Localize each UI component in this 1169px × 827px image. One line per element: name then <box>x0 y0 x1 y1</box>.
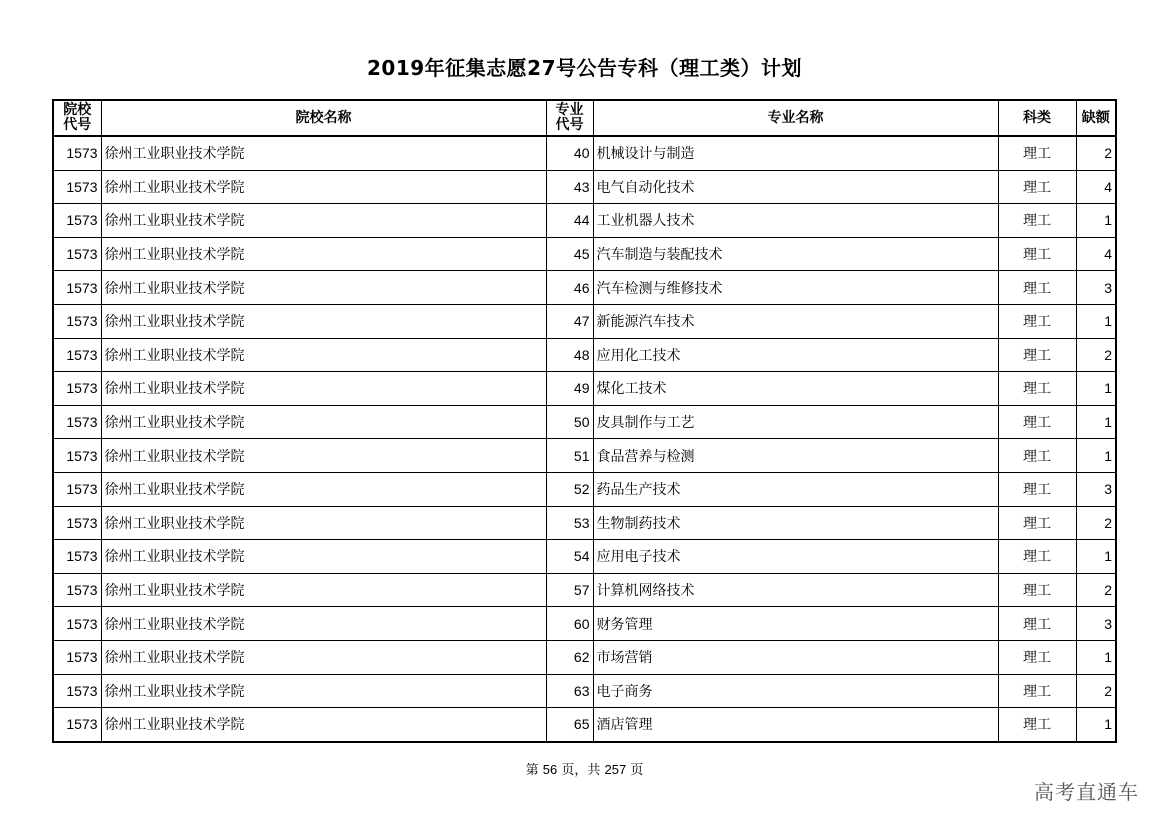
header-vacancy: 缺额 <box>1076 100 1116 136</box>
cell-major-name: 汽车检测与维修技术 <box>593 271 998 305</box>
cell-vacancy: 4 <box>1076 170 1116 204</box>
cell-major-code: 60 <box>546 607 593 641</box>
cell-school-code: 1573 <box>53 271 101 305</box>
footer-suffix: 页 <box>630 763 644 778</box>
table-row <box>53 708 1116 742</box>
table-row <box>53 372 1116 406</box>
cell-major-name: 机械设计与制造 <box>593 136 998 170</box>
cell-school-name: 徐州工业职业技术学院 <box>101 674 546 708</box>
cell-major-code: 63 <box>546 674 593 708</box>
cell-school-code: 1573 <box>53 472 101 506</box>
cell-school-code: 1573 <box>53 573 101 607</box>
cell-school-code: 1573 <box>53 372 101 406</box>
cell-major-code: 65 <box>546 708 593 742</box>
cell-school-code: 1573 <box>53 540 101 574</box>
cell-vacancy: 3 <box>1076 472 1116 506</box>
page-footer <box>0 759 1169 778</box>
cell-major-name: 工业机器人技术 <box>593 204 998 238</box>
cell-major-code: 54 <box>546 540 593 574</box>
cell-school-name: 徐州工业职业技术学院 <box>101 136 546 170</box>
cell-category: 理工 <box>998 708 1076 742</box>
table-header-row <box>53 100 1116 136</box>
cell-major-code: 51 <box>546 439 593 473</box>
cell-school-code: 1573 <box>53 674 101 708</box>
table-row <box>53 439 1116 473</box>
table-row <box>53 338 1116 372</box>
cell-school-name: 徐州工业职业技术学院 <box>101 204 546 238</box>
cell-major-code: 46 <box>546 271 593 305</box>
cell-school-code: 1573 <box>53 640 101 674</box>
cell-vacancy: 1 <box>1076 640 1116 674</box>
table-row <box>53 136 1116 170</box>
table-row <box>53 540 1116 574</box>
cell-major-name: 药品生产技术 <box>593 472 998 506</box>
cell-school-code: 1573 <box>53 607 101 641</box>
table-row <box>53 170 1116 204</box>
cell-school-name: 徐州工业职业技术学院 <box>101 304 546 338</box>
cell-category: 理工 <box>998 640 1076 674</box>
header-school-name: 院校名称 <box>101 100 546 136</box>
cell-school-name: 徐州工业职业技术学院 <box>101 271 546 305</box>
cell-major-code: 48 <box>546 338 593 372</box>
cell-category: 理工 <box>998 204 1076 238</box>
cell-category: 理工 <box>998 439 1076 473</box>
table-row <box>53 506 1116 540</box>
cell-major-code: 40 <box>546 136 593 170</box>
cell-vacancy: 2 <box>1076 573 1116 607</box>
cell-school-name: 徐州工业职业技术学院 <box>101 237 546 271</box>
cell-school-name: 徐州工业职业技术学院 <box>101 439 546 473</box>
cell-vacancy: 2 <box>1076 506 1116 540</box>
table-row <box>53 405 1116 439</box>
cell-school-code: 1573 <box>53 204 101 238</box>
cell-major-name: 应用电子技术 <box>593 540 998 574</box>
cell-school-code: 1573 <box>53 405 101 439</box>
table-body <box>53 136 1116 742</box>
cell-category: 理工 <box>998 540 1076 574</box>
cell-school-name: 徐州工业职业技术学院 <box>101 573 546 607</box>
cell-category: 理工 <box>998 405 1076 439</box>
cell-school-code: 1573 <box>53 439 101 473</box>
cell-category: 理工 <box>998 338 1076 372</box>
cell-category: 理工 <box>998 271 1076 305</box>
header-category: 科类 <box>998 100 1076 136</box>
header-major-name: 专业名称 <box>593 100 998 136</box>
table-row <box>53 237 1116 271</box>
page-title: 2019年征集志愿27号公告专科（理工类）计划 <box>367 56 802 80</box>
cell-vacancy: 1 <box>1076 372 1116 406</box>
cell-school-code: 1573 <box>53 708 101 742</box>
table-row <box>53 271 1116 305</box>
cell-school-code: 1573 <box>53 338 101 372</box>
cell-category: 理工 <box>998 237 1076 271</box>
cell-vacancy: 1 <box>1076 405 1116 439</box>
cell-school-name: 徐州工业职业技术学院 <box>101 540 546 574</box>
footer-prefix: 第 <box>525 763 539 778</box>
footer-middle: 页，共 <box>561 763 601 778</box>
cell-school-code: 1573 <box>53 136 101 170</box>
cell-school-name: 徐州工业职业技术学院 <box>101 405 546 439</box>
cell-major-name: 应用化工技术 <box>593 338 998 372</box>
table-row <box>53 573 1116 607</box>
watermark: 高考直通车 <box>1034 780 1139 804</box>
table-row <box>53 204 1116 238</box>
cell-category: 理工 <box>998 506 1076 540</box>
cell-school-name: 徐州工业职业技术学院 <box>101 708 546 742</box>
table-row <box>53 472 1116 506</box>
cell-vacancy: 3 <box>1076 271 1116 305</box>
cell-school-code: 1573 <box>53 506 101 540</box>
footer-total-pages: 257 <box>604 762 627 777</box>
cell-vacancy: 3 <box>1076 607 1116 641</box>
cell-school-name: 徐州工业职业技术学院 <box>101 640 546 674</box>
cell-major-name: 计算机网络技术 <box>593 573 998 607</box>
cell-school-code: 1573 <box>53 304 101 338</box>
cell-major-name: 电子商务 <box>593 674 998 708</box>
cell-major-name: 电气自动化技术 <box>593 170 998 204</box>
cell-vacancy: 2 <box>1076 338 1116 372</box>
cell-category: 理工 <box>998 472 1076 506</box>
cell-school-code: 1573 <box>53 170 101 204</box>
cell-major-name: 市场营销 <box>593 640 998 674</box>
plan-table <box>52 99 1117 743</box>
cell-category: 理工 <box>998 304 1076 338</box>
cell-category: 理工 <box>998 136 1076 170</box>
cell-major-code: 62 <box>546 640 593 674</box>
cell-vacancy: 1 <box>1076 540 1116 574</box>
header-major-code: 专业代号 <box>546 100 593 136</box>
cell-major-code: 47 <box>546 304 593 338</box>
cell-category: 理工 <box>998 607 1076 641</box>
cell-vacancy: 1 <box>1076 708 1116 742</box>
table-row <box>53 304 1116 338</box>
cell-major-name: 酒店管理 <box>593 708 998 742</box>
table-row <box>53 674 1116 708</box>
cell-vacancy: 1 <box>1076 304 1116 338</box>
cell-vacancy: 2 <box>1076 136 1116 170</box>
cell-major-name: 财务管理 <box>593 607 998 641</box>
cell-vacancy: 1 <box>1076 204 1116 238</box>
cell-major-code: 57 <box>546 573 593 607</box>
cell-major-name: 皮具制作与工艺 <box>593 405 998 439</box>
cell-category: 理工 <box>998 674 1076 708</box>
cell-school-name: 徐州工业职业技术学院 <box>101 472 546 506</box>
cell-major-name: 食品营养与检测 <box>593 439 998 473</box>
cell-major-name: 汽车制造与装配技术 <box>593 237 998 271</box>
cell-vacancy: 4 <box>1076 237 1116 271</box>
cell-major-name: 煤化工技术 <box>593 372 998 406</box>
cell-major-name: 生物制药技术 <box>593 506 998 540</box>
cell-major-code: 44 <box>546 204 593 238</box>
cell-school-name: 徐州工业职业技术学院 <box>101 338 546 372</box>
footer-page-number: 56 <box>542 762 558 777</box>
cell-school-name: 徐州工业职业技术学院 <box>101 506 546 540</box>
cell-category: 理工 <box>998 372 1076 406</box>
cell-category: 理工 <box>998 573 1076 607</box>
cell-school-name: 徐州工业职业技术学院 <box>101 372 546 406</box>
cell-major-code: 43 <box>546 170 593 204</box>
cell-vacancy: 1 <box>1076 439 1116 473</box>
cell-major-code: 45 <box>546 237 593 271</box>
cell-school-name: 徐州工业职业技术学院 <box>101 170 546 204</box>
cell-major-code: 53 <box>546 506 593 540</box>
cell-major-code: 50 <box>546 405 593 439</box>
cell-major-name: 新能源汽车技术 <box>593 304 998 338</box>
cell-school-code: 1573 <box>53 237 101 271</box>
cell-major-code: 52 <box>546 472 593 506</box>
table-row <box>53 640 1116 674</box>
header-school-code: 院校代号 <box>53 100 101 136</box>
cell-vacancy: 2 <box>1076 674 1116 708</box>
cell-major-code: 49 <box>546 372 593 406</box>
cell-school-name: 徐州工业职业技术学院 <box>101 607 546 641</box>
cell-category: 理工 <box>998 170 1076 204</box>
table-row <box>53 607 1116 641</box>
